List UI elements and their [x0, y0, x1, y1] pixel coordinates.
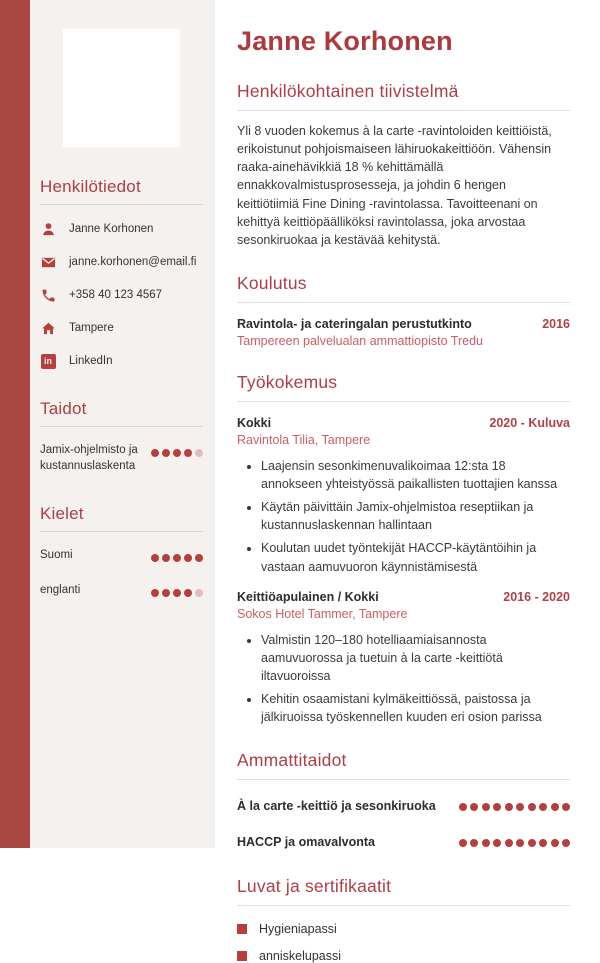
education-heading: Koulutus [237, 272, 307, 293]
divider [237, 905, 570, 906]
skill-rating-dots [148, 442, 203, 462]
job-company: Ravintola Tilia, Tampere [237, 432, 371, 447]
job-bullet: • Valmistin 120–180 hotelliaamiaisannosta aamuvuorossa ja tuetuin à la carte -keittiötä iltavuoroissa [261, 631, 570, 685]
contact-section-title: Henkilötiedot [40, 177, 141, 196]
language-rating-dots [148, 547, 203, 567]
contact-item-phone [40, 287, 203, 303]
certificates-heading: Luvat ja sertifikaatit [237, 876, 392, 897]
contact-item-linkedin [40, 353, 203, 369]
sidebar [30, 0, 215, 848]
job-company: Sokos Hotel Tammer, Tampere [237, 606, 408, 621]
experience-entry [237, 590, 570, 727]
skill-label: Jamix-ohjelmisto ja kustannuslaskenta [40, 444, 138, 473]
summary-section [237, 81, 570, 249]
professional-skill-dots [455, 832, 570, 852]
professional-skills-section [237, 750, 570, 852]
contact-item-name [40, 221, 203, 237]
language-rating-dots [148, 582, 203, 602]
contact-phone-label: +358 40 123 4567 [69, 289, 163, 301]
contact-list [40, 221, 203, 369]
job-role: Keittiöapulainen / Kokki [237, 589, 379, 604]
job-bullet: • Laajensin sesonkimenuvalikoimaa 12:sta 18 annokseen yhteistyössä paikallisten tuottajien kanssa [261, 457, 570, 493]
education-school: Tampereen palvelualan ammattiopisto Tredu [237, 333, 483, 348]
professional-skill-row [237, 832, 570, 852]
education-degree: Ravintola- ja cateringalan perustutkinto [237, 316, 472, 331]
professional-skill-label: À la carte -keittiö ja sesonkiruoka [237, 799, 436, 814]
divider [40, 426, 203, 427]
linkedin-icon: in [40, 353, 56, 369]
skills-section-title: Taidot [40, 399, 87, 418]
job-bullet: • Koulutan uudet työntekijät HACCP-käytäntöihin ja vastaan aamuvuoron käynnistämisestä [261, 539, 570, 575]
summary-text: Yli 8 vuoden kokemus à la carte -ravintoloiden keittiöistä, erikoistunut pohjoismaiseen lähiruokakeittiöön. Vähensin raaka-ainehävikkiä 18 % kehittämällä ennakkovalmistusprosesseja, ja johdin 6 hengen keittiötiimiä Fine Dining -ravintolassa. Tavoitteenani on kehittyä keittiöpäälliköksi ravintolassa, joka arvostaa sesonkiruokaa ja kestävää kehitystä. [237, 124, 552, 247]
language-row [40, 547, 203, 567]
divider [237, 302, 570, 303]
certificate-list [237, 922, 570, 963]
job-bullet: • Käytän päivittäin Jamix-ohjelmistoa reseptiikan ja kustannuslaskennan hallintaan [261, 498, 570, 534]
contact-email-label: janne.korhonen@email.fi [69, 256, 197, 268]
skill-row [40, 442, 203, 474]
certificate-label: anniskelupassi [259, 949, 341, 963]
education-date: 2016 [542, 316, 570, 331]
home-icon [40, 320, 56, 336]
certificate-item [237, 922, 570, 936]
professional-skill-dots [455, 796, 570, 816]
education-entry [237, 317, 570, 348]
certificate-label: Hygieniapassi [259, 922, 337, 937]
job-role: Kokki [237, 415, 272, 430]
left-accent-bar [0, 0, 30, 848]
experience-entry [237, 416, 570, 576]
page-title: Janne Korhonen [237, 26, 453, 56]
certificate-item [237, 949, 570, 963]
contact-item-city [40, 320, 203, 336]
job-bullet-list [261, 457, 570, 576]
summary-heading: Henkilökohtainen tiivistelmä [237, 81, 459, 101]
divider [237, 401, 570, 402]
divider [40, 531, 203, 532]
language-label: englanti [40, 584, 81, 597]
professional-skill-label: HACCP ja omavalvonta [237, 835, 376, 850]
job-date: 2016 - 2020 [503, 589, 570, 604]
professional-skills-heading: Ammattitaidot [237, 750, 347, 771]
main-column [215, 0, 600, 963]
contact-name-label: Janne Korhonen [69, 223, 154, 235]
phone-icon [40, 287, 56, 303]
job-bullet: • Kehitin osaamistani kylmäkeittiössä, paistossa ja jälkiruoissa työskennellen kuuden eri osion parissa [261, 690, 570, 726]
certificates-section [237, 876, 570, 963]
person-icon [40, 221, 56, 237]
divider [40, 204, 203, 205]
divider [237, 779, 570, 780]
job-date: 2020 - Kuluva [489, 415, 570, 430]
contact-city-label: Tampere [69, 322, 114, 334]
contact-item-email [40, 254, 203, 270]
languages-section-title: Kielet [40, 504, 84, 524]
language-label: Suomi [40, 549, 73, 562]
divider [237, 110, 570, 111]
experience-section [237, 372, 570, 726]
square-bullet-icon [237, 924, 247, 934]
square-bullet-icon [237, 951, 247, 961]
language-row [40, 582, 203, 602]
profile-photo-placeholder [63, 29, 180, 147]
job-bullet-list [261, 631, 570, 727]
mail-icon [40, 254, 56, 270]
professional-skill-row [237, 796, 570, 816]
contact-linkedin-label: LinkedIn [69, 355, 113, 367]
education-section [237, 273, 570, 348]
experience-heading: Työkokemus [237, 371, 338, 392]
